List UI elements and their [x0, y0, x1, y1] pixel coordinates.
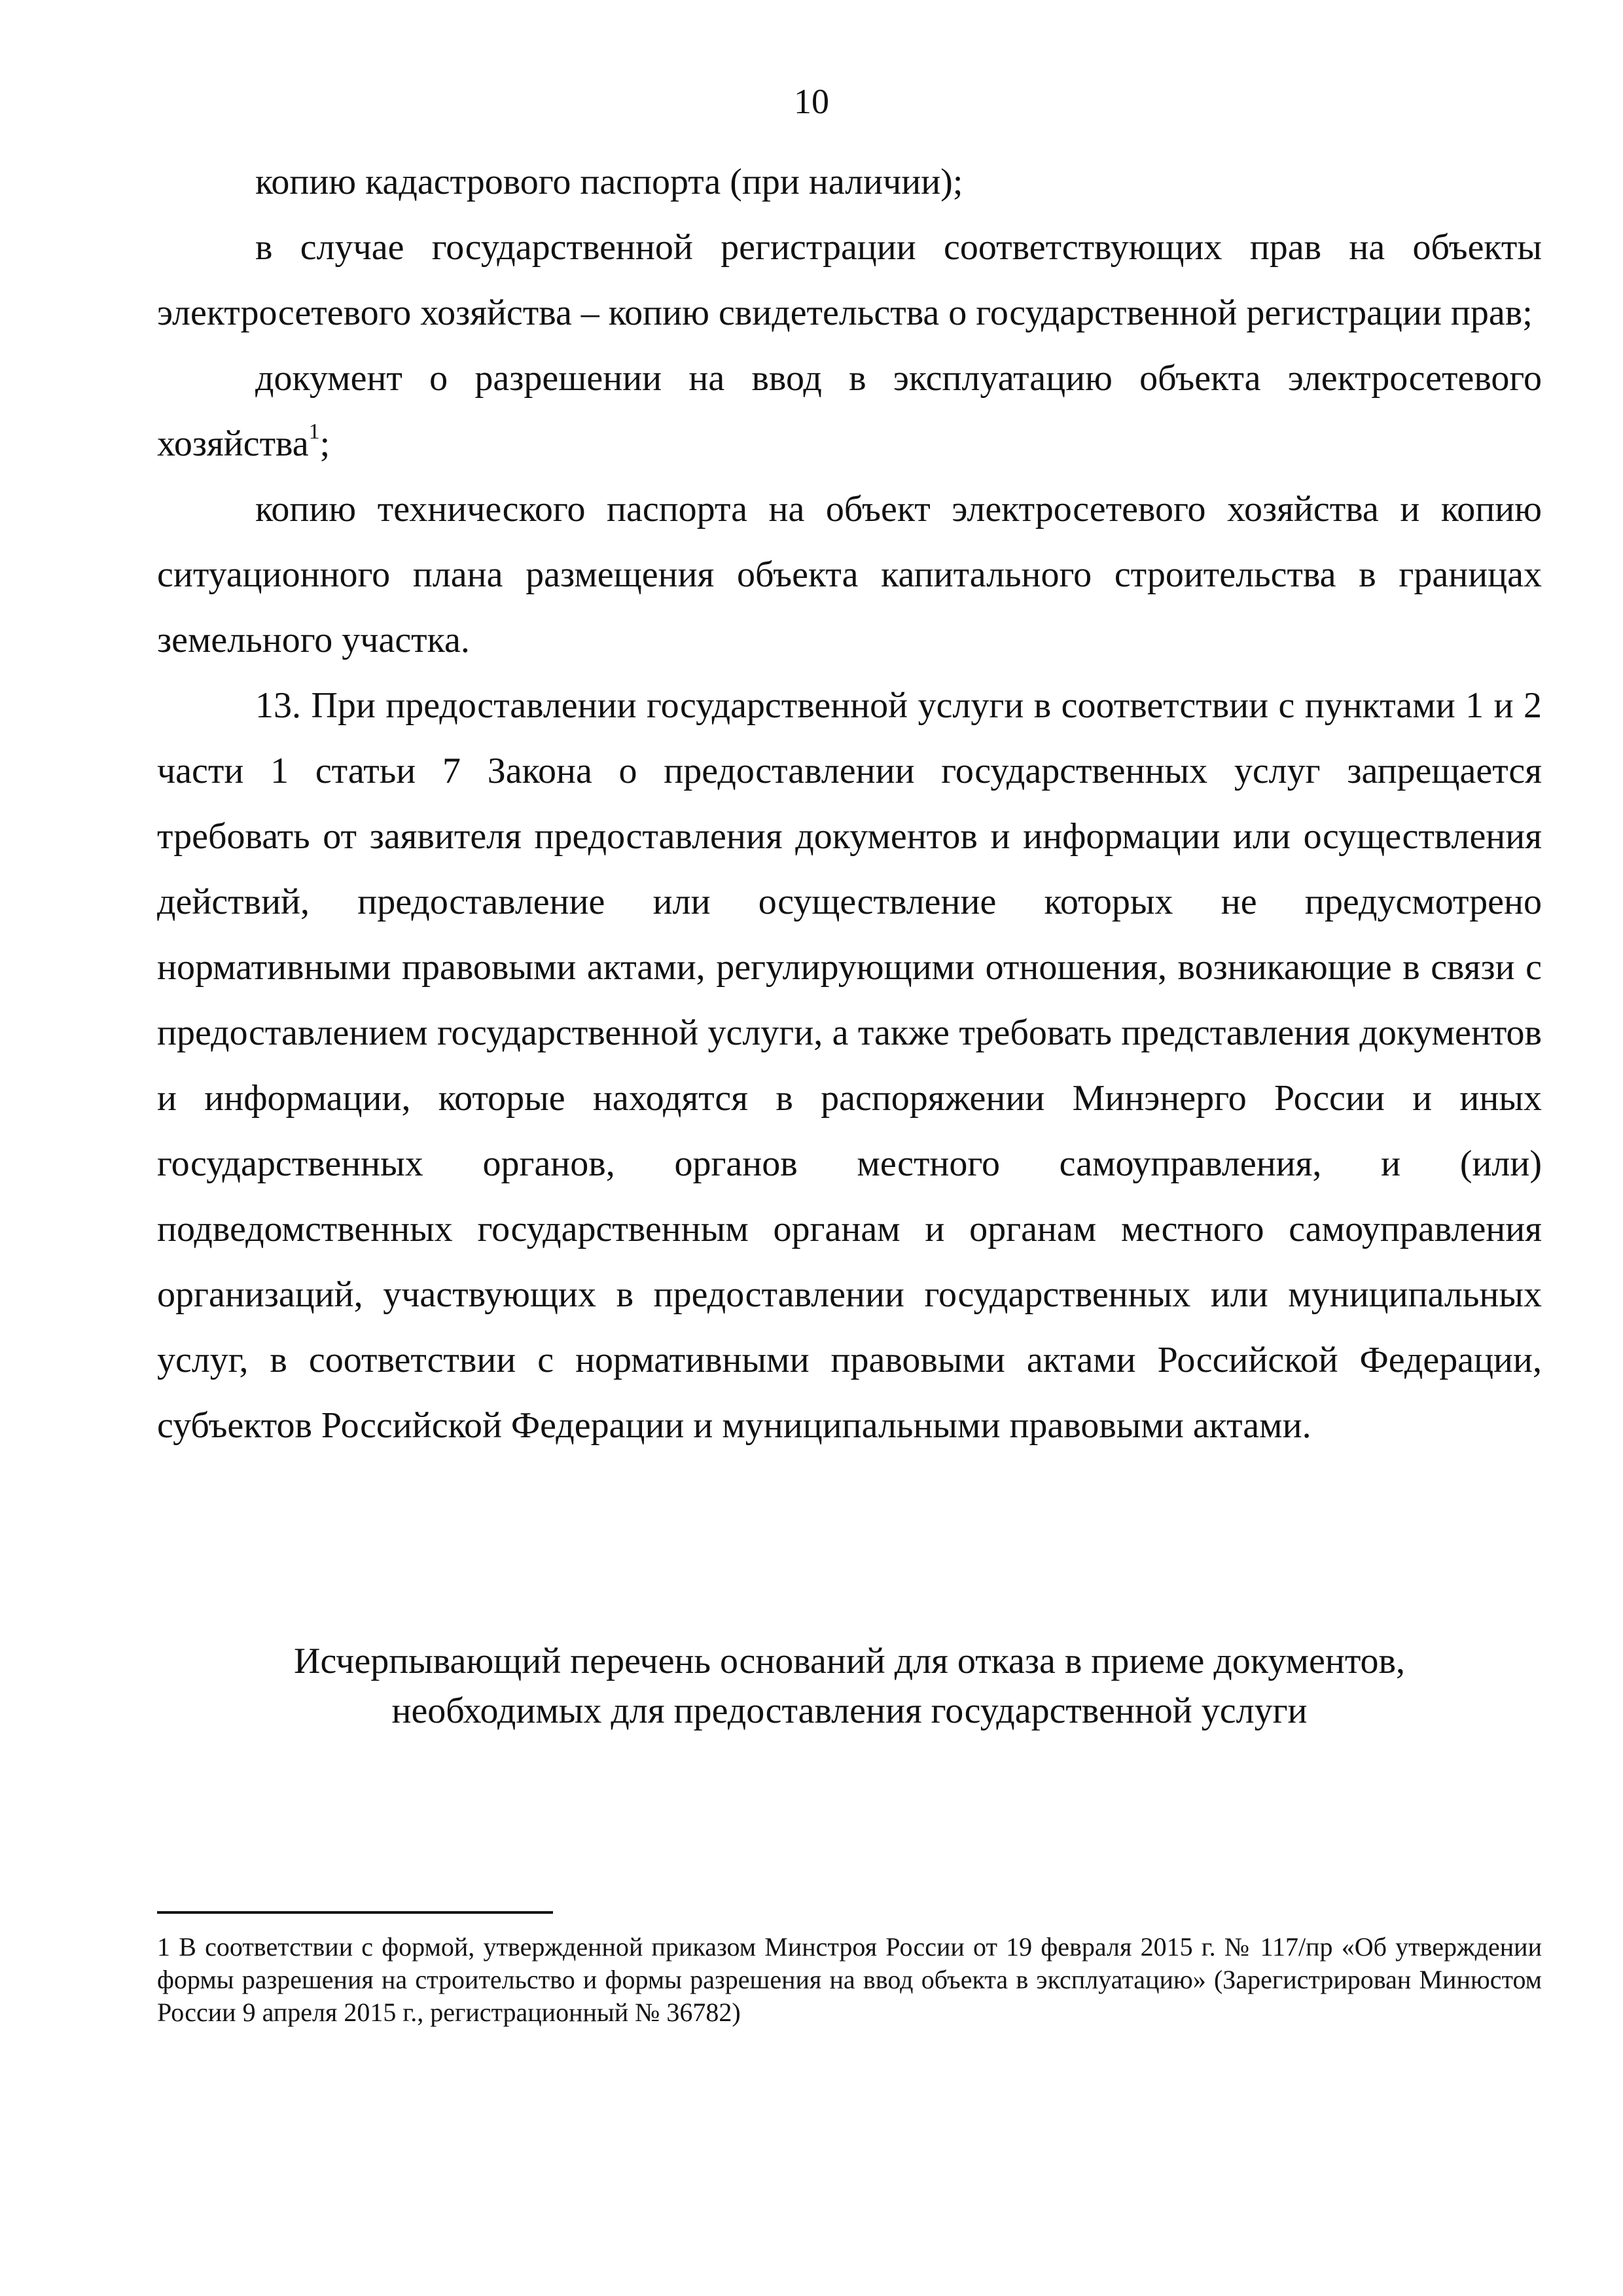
footnote-reference: 1 [308, 420, 320, 444]
paragraph-commissioning-permit-text: документ о разрешении на ввод в эксплуатацию объекта электросетевого хозяйства [157, 358, 1542, 464]
page-number: 10 [794, 82, 829, 121]
paragraph-cadastral-passport: копию кадастрового паспорта (при наличии); [255, 162, 963, 202]
main-text [157, 149, 1542, 1458]
paragraph-technical-passport: копию технического паспорта на объект электросетевого хозяйства и копию ситуационного плана размещения объекта капитального строительства в границах земельного участка. [157, 489, 1542, 660]
paragraph-commissioning-permit [157, 346, 1542, 476]
footnote [157, 1931, 1542, 2029]
footnote-text: 1 В соответствии с формой, утвержденной приказом Минстроя России от 19 февраля 2015 г. № 117/пр «Об утверждении формы разрешения на строительство и формы разрешения на ввод объекта в эксплуатацию» (Зарегистрирован Минюстом России 9 апреля 2015 г., регистрационный № 36782) [157, 1932, 1542, 2027]
paragraph-registration-certificate: в случае государственной регистрации соответствующих прав на объекты электросетевого хозяйства – копию свидетельства о государственной регистрации прав; [157, 227, 1542, 333]
footnote-separator [157, 1911, 553, 1914]
section-heading-line-1: Исчерпывающий перечень оснований для отказа в приеме документов, [294, 1641, 1405, 1681]
section-heading-line-2: необходимых для предоставления государственной услуги [391, 1691, 1308, 1731]
section-heading [157, 1636, 1542, 1736]
paragraph-commissioning-permit-end: ; [319, 423, 330, 464]
paragraph-item-13: 13. При предоставлении государственной услуги в соответствии с пунктами 1 и 2 части 1 статьи 7 Закона о предоставлении государственных услуг запрещается требовать от заявителя предоставления документов и информации или осуществления действий, предоставление или осуществление которых не предусмотрено нормативными правовыми актами, регулирующими отношения, возникающие в связи с предоставлением государственной услуги, а также требовать представления документов и информации, которые находятся в распоряжении Минэнерго России и иных государственных органов, органов местного самоуправления, и (или) подведомственных государственным органам и органам местного самоуправления организаций, участвующих в предоставлении государственных или муниципальных услуг, в соответствии с нормативными правовыми актами Российской Федерации, субъектов Российской Федерации и муниципальными правовыми актами. [157, 685, 1542, 1446]
